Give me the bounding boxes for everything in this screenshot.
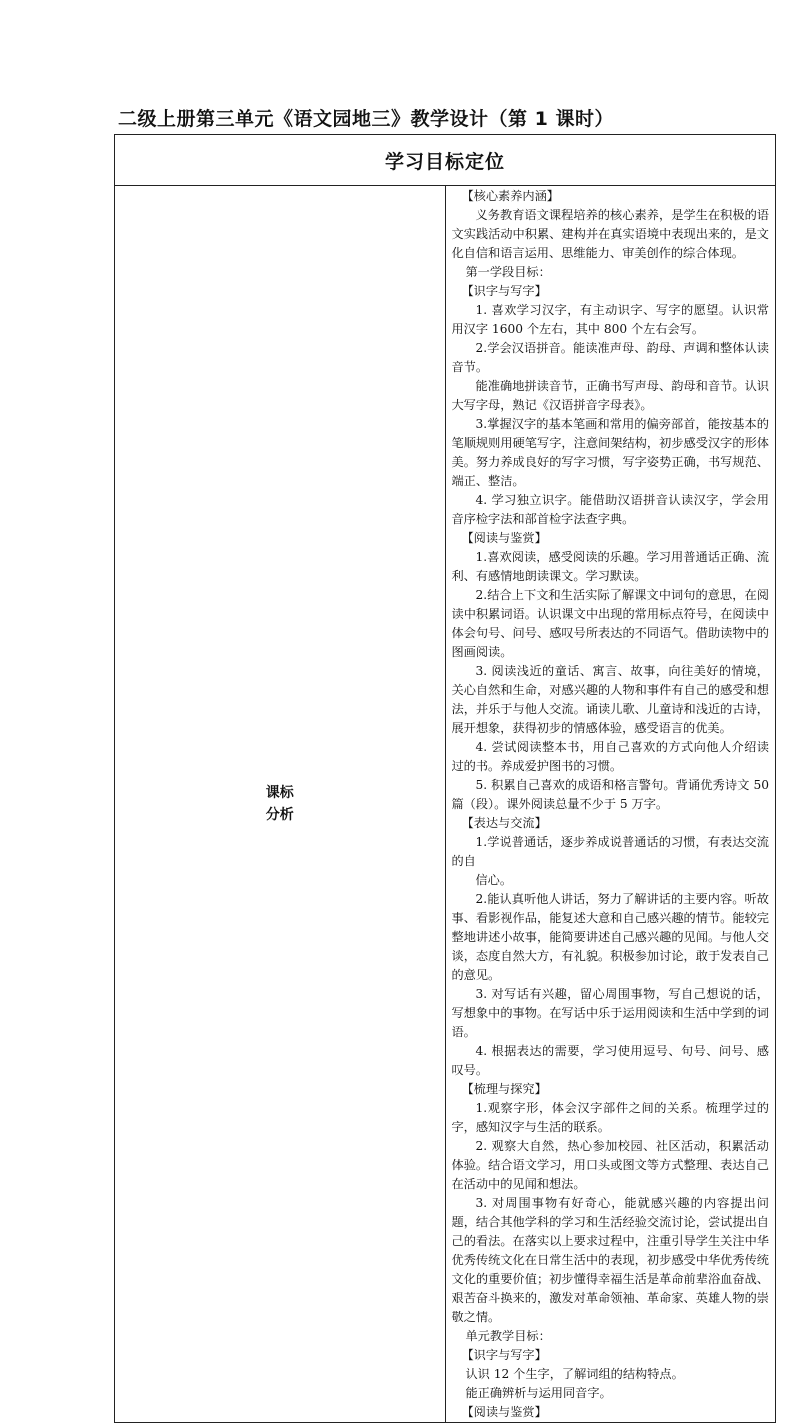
paragraph: 1.观察字形，体会汉字部件之间的关系。梳理学过的字，感知汉字与生活的联系。 [451, 1101, 769, 1134]
paragraph: 1.学说普通话，逐步养成说普通话的习惯，有表达交流的自 [451, 835, 769, 868]
document-title: 二级上册第三单元《语文园地三》教学设计（第 1 课时） [118, 108, 614, 130]
paragraph: 4. 根据表达的需要，学习使用逗号、句号、问号、感叹号。 [451, 1044, 769, 1077]
header-row [115, 135, 776, 186]
row-label-line1: 课标 [265, 785, 294, 801]
paragraph: 2. 观察大自然，热心参加校园、社区活动，积累活动体验。结合语文学习，用口头或图文等方式整理、表达自己在活动中的见闻和想法。 [451, 1139, 769, 1191]
section-heading: 【表达与交流】 [461, 816, 547, 830]
content-cell [445, 186, 776, 1423]
section-header: 学习目标定位 [115, 135, 776, 186]
row-label [115, 186, 446, 1423]
section-heading: 【识字与写字】 [461, 284, 547, 298]
paragraph: 1.喜欢阅读，感受阅读的乐趣。学习用普通话正确、流利、有感情地朗读课文。学习默读。 [451, 550, 769, 583]
section-heading: 【核心素养内涵】 [461, 189, 559, 203]
paragraph: 单元教学目标： [465, 1329, 551, 1343]
section-heading: 【识字与写字】 [461, 1348, 547, 1362]
paragraph: 3. 对周围事物有好奇心，能就感兴趣的内容提出问题，结合其他学科的学习和生活经验交流讨论，尝试提出自己的看法。在落实以上要求过程中，注重引导学生关注中华优秀传统文化在日常生活中的表现，初步感受中华优秀传统文化的重要价值；初步懂得幸福生活是革命前辈浴血奋战、艰苦奋斗换来的，激发对革命领袖、革命家、英雄人物的崇敬之情。 [451, 1196, 769, 1324]
paragraph: 4. 学习独立识字。能借助汉语拼音认读汉字，学会用音序检字法和部首检字法查字典。 [451, 493, 769, 526]
row-label-line2: 分析 [265, 807, 294, 823]
paragraph: 信心。 [475, 873, 513, 887]
paragraph: 3. 对写话有兴趣，留心周围事物，写自己想说的话，写想象中的事物。在写话中乐于运用阅读和生活中学到的词语。 [451, 987, 769, 1039]
paragraph: 3. 阅读浅近的童话、寓言、故事，向往美好的情境，关心自然和生命，对感兴趣的人物和事件有自己的感受和想法，并乐于与他人交流。诵读儿歌、儿童诗和浅近的古诗，展开想象，获得初步的情感体验，感受语言的优美。 [451, 664, 769, 735]
paragraph: 5. 积累自己喜欢的成语和格言警句。背诵优秀诗文 50 篇（段）。课外阅读总量不少于 5 万字。 [451, 778, 769, 811]
paragraph: 能正确辨析与运用同音字。 [465, 1386, 612, 1400]
section-heading: 【梳理与探究】 [461, 1082, 547, 1096]
section-heading: 【阅读与鉴赏】 [461, 1405, 547, 1419]
curriculum-analysis-row [115, 186, 776, 1423]
paragraph: 2.学会汉语拼音。能读准声母、韵母、声调和整体认读音节。 [451, 341, 769, 374]
paragraph: 认识 12 个生字，了解词组的结构特点。 [465, 1367, 684, 1381]
lesson-plan-table [114, 134, 776, 1423]
section-heading: 【阅读与鉴赏】 [461, 531, 547, 545]
content-body [446, 186, 776, 1422]
paragraph: 2.结合上下文和生活实际了解课文中词句的意思，在阅读中积累词语。认识课文中出现的常用标点符号，在阅读中体会句号、问号、感叹号所表达的不同语气。借助读物中的图画阅读。 [451, 588, 769, 659]
paragraph: 3.掌握汉字的基本笔画和常用的偏旁部首，能按基本的笔顺规则用硬笔写字，注意间架结构，初步感受汉字的形体美。努力养成良好的写字习惯，写字姿势正确，书写规范、端正、整洁。 [451, 417, 769, 488]
paragraph: 义务教育语文课程培养的核心素养，是学生在积极的语文实践活动中积累、建构并在真实语境中表现出来的，是文化自信和语言运用、思维能力、审美创作的综合体现。 [451, 208, 769, 260]
paragraph: 能准确地拼读音节，正确书写声母、韵母和音节。认识大写字母，熟记《汉语拼音字母表》。 [451, 379, 769, 412]
paragraph: 1. 喜欢学习汉字，有主动识字、写字的愿望。认识常用汉字 1600 个左右，其中 800 个左右会写。 [451, 303, 769, 336]
paragraph: 2.能认真听他人讲话，努力了解讲话的主要内容。听故事、看影视作品，能复述大意和自己感兴趣的情节。能较完整地讲述小故事，能简要讲述自己感兴趣的见闻。与他人交谈，态度自然大方，有礼貌。积极参加讨论，敢于发表自己的意见。 [451, 892, 769, 982]
paragraph: 4. 尝试阅读整本书，用自己喜欢的方式向他人介绍读过的书。养成爱护图书的习惯。 [451, 740, 769, 773]
paragraph: 第一学段目标： [465, 265, 551, 279]
